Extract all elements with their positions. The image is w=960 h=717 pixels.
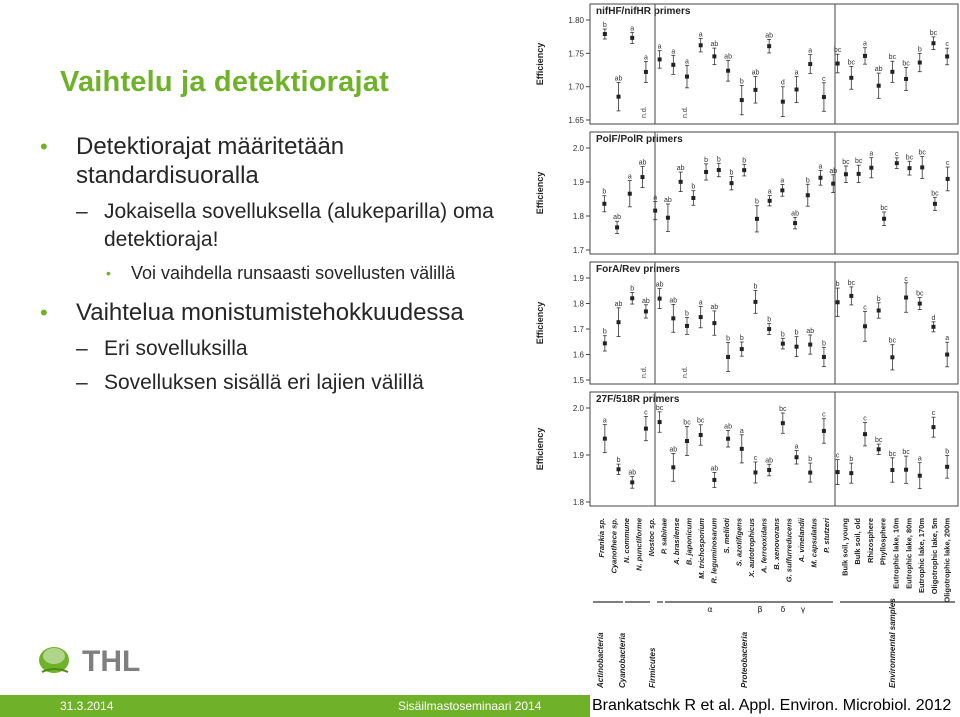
data-point <box>653 209 657 213</box>
efficiency-figure <box>535 0 960 695</box>
subgroup-label: α <box>707 605 713 614</box>
data-point <box>603 32 607 36</box>
significance-letter: bc <box>916 290 924 298</box>
significance-letter: ab <box>676 165 685 173</box>
data-point <box>836 300 840 304</box>
significance-letter: ab <box>614 300 623 308</box>
species-label: N. commune <box>622 518 632 564</box>
significance-letter: bc <box>847 59 856 67</box>
species-label: M. capsulatus <box>809 518 819 568</box>
footer-event: Sisäilmastoseminaari 2014 <box>398 699 542 713</box>
data-point <box>795 87 799 91</box>
data-point <box>877 84 881 88</box>
significance-letter: ab <box>710 41 719 49</box>
footer-date: 31.3.2014 <box>60 699 114 713</box>
significance-letter: c <box>835 452 840 460</box>
data-point <box>808 343 812 347</box>
significance-letter: b <box>602 188 607 196</box>
thl-logo <box>36 638 166 680</box>
bullet-level2: – Jokaisella sovelluksella (alukeparilla) oma detektioraja! <box>40 198 520 254</box>
nd-label: n.d. <box>682 366 689 378</box>
significance-letter: b <box>739 334 744 342</box>
significance-letter: a <box>602 417 607 425</box>
significance-letter: ab <box>664 196 672 204</box>
data-point <box>863 432 867 436</box>
significance-letter: b <box>704 156 709 164</box>
data-point <box>603 437 607 441</box>
significance-letter: bc <box>888 54 897 62</box>
data-point <box>869 166 873 170</box>
data-point <box>857 172 861 176</box>
significance-letter: ab <box>765 457 774 465</box>
significance-letter: b <box>739 78 744 86</box>
sample-label: Bulk soil, old <box>853 518 863 565</box>
significance-letter: b <box>754 198 759 206</box>
sample-label: Eutrophic lake, 170m <box>917 518 927 594</box>
data-point <box>808 471 812 475</box>
data-point <box>931 325 935 329</box>
data-point <box>822 429 826 433</box>
group-label: Firmicutes <box>648 647 657 688</box>
data-point <box>931 425 935 429</box>
data-point <box>890 355 894 359</box>
data-point <box>730 181 734 185</box>
data-point <box>685 439 689 443</box>
sample-label: Eutrophic lake, 10m <box>891 518 901 589</box>
significance-letter: b <box>794 329 799 337</box>
data-point <box>699 315 703 319</box>
significance-letter: ab <box>669 446 678 454</box>
significance-letter: a <box>698 299 703 307</box>
data-point <box>781 342 785 346</box>
tick-label: 1.8 <box>572 212 584 221</box>
significance-letter: a <box>869 150 874 158</box>
species-label: Cyanothece sp. <box>609 518 619 574</box>
significance-letter: bc <box>842 158 850 166</box>
significance-letter: c <box>863 304 867 312</box>
slide-title: Vaihtelu ja detektiorajat <box>60 66 389 98</box>
data-point <box>945 353 949 357</box>
significance-letter: bc <box>902 60 910 68</box>
significance-letter: b <box>716 156 721 164</box>
bullet-level2: – Sovelluksen sisällä eri lajien välillä <box>40 369 520 397</box>
significance-letter: b <box>767 316 772 324</box>
significance-letter: b <box>602 328 607 336</box>
data-point <box>918 61 922 65</box>
significance-letter: ab <box>765 32 774 40</box>
significance-letter: b <box>726 335 731 343</box>
data-point <box>920 165 924 169</box>
significance-letter: bc <box>918 149 926 157</box>
species-label: Frankia sp. <box>597 518 607 558</box>
tick-label: 1.65 <box>568 116 584 125</box>
species-label: P. sabinae <box>659 518 669 555</box>
species-label: R. leguminosarum <box>709 518 719 584</box>
significance-letter: bc <box>929 29 938 37</box>
bullet-level2: – Eri sovelluksilla <box>40 335 520 363</box>
data-point <box>767 44 771 48</box>
species-label: G. sulfurreducens <box>784 518 794 583</box>
significance-letter: b <box>753 283 758 291</box>
data-point <box>685 75 689 79</box>
significance-letter: ab <box>642 297 650 305</box>
sample-label: Oligotrophic lake, 5m <box>929 518 939 595</box>
significance-letter: bc <box>888 450 897 458</box>
tick-label: 2.0 <box>572 144 584 153</box>
significance-letter: a <box>863 40 867 48</box>
data-point <box>742 168 746 172</box>
significance-letter: ab <box>638 159 647 167</box>
panel-title: PolF/PolR primers <box>596 134 683 145</box>
data-point <box>630 296 634 300</box>
data-point <box>712 321 716 325</box>
panel-frame <box>590 262 958 384</box>
tick-label: 1.9 <box>572 274 584 283</box>
data-point <box>712 478 716 482</box>
data-point <box>704 170 708 174</box>
significance-letter: d <box>780 79 785 87</box>
significance-letter: c <box>863 415 867 423</box>
group-label: Cyanobacteria <box>618 632 627 688</box>
axis-ylabel: Efficiency <box>535 42 545 86</box>
data-point <box>904 77 908 81</box>
species-label: P. stutzeri <box>821 518 831 553</box>
significance-letter: bc <box>931 190 939 198</box>
data-point <box>767 327 771 331</box>
sample-label: Oligotrophic lake, 200m <box>942 518 952 603</box>
significance-letter: b <box>780 331 785 339</box>
significance-letter: ab <box>655 281 664 289</box>
significance-letter: c <box>822 411 826 419</box>
significance-letter: bc <box>874 437 883 445</box>
species-label: S. meliloti <box>721 518 731 554</box>
significance-letter: b <box>945 448 950 456</box>
significance-letter: b <box>808 456 813 464</box>
nd-label: n.d. <box>640 366 648 378</box>
data-point <box>699 433 703 437</box>
data-point <box>644 309 648 313</box>
significance-letter: bc <box>880 205 888 213</box>
panel-title: ForA/Rev primers <box>596 264 680 275</box>
data-point <box>890 468 894 472</box>
tick-label: 1.5 <box>572 376 584 385</box>
data-point <box>753 88 757 92</box>
data-point <box>671 465 675 469</box>
data-point <box>617 320 621 324</box>
significance-letter: bc <box>655 404 664 412</box>
data-point <box>726 69 730 73</box>
species-label: B. japonicum <box>684 518 694 566</box>
data-point <box>658 57 662 61</box>
data-point <box>781 100 785 104</box>
tick-label: 1.7 <box>572 246 584 255</box>
significance-letter: a <box>685 58 689 66</box>
significance-letter: a <box>794 443 799 451</box>
species-label: A. vinelandii <box>796 518 806 563</box>
significance-letter: b <box>835 281 840 289</box>
significance-letter: b <box>849 456 854 464</box>
bullet-level1: • Vaihtelua monistumistehokkuudessa <box>40 298 520 327</box>
data-point <box>717 168 721 172</box>
tick-label: 1.7 <box>572 325 584 334</box>
significance-letter: a <box>808 47 813 55</box>
data-point <box>644 70 648 74</box>
species-label: A. ferrooxidans <box>759 518 769 574</box>
data-point <box>740 447 744 451</box>
data-point <box>630 36 634 40</box>
footer-bar <box>0 695 960 717</box>
bullet-level1: • Detektiorajat määritetään standardisuoralla <box>40 132 520 190</box>
significance-letter: a <box>739 427 744 435</box>
species-label: M. trichosporium <box>697 518 707 579</box>
data-point <box>836 62 840 66</box>
data-point <box>630 480 634 484</box>
nd-label: n.d. <box>640 106 648 118</box>
significance-letter: b <box>729 169 734 177</box>
data-point <box>671 316 675 320</box>
data-point <box>617 95 621 99</box>
data-point <box>753 470 757 474</box>
group-label: Proteobacteria <box>740 631 749 688</box>
significance-letter: bc <box>833 47 842 55</box>
significance-letter: a <box>767 188 772 196</box>
data-point <box>740 347 744 351</box>
data-point <box>863 324 867 328</box>
subgroup-label: γ <box>800 605 806 614</box>
data-point <box>849 294 853 298</box>
data-point <box>945 465 949 469</box>
significance-letter: a <box>945 335 950 343</box>
significance-letter: b <box>821 340 826 348</box>
significance-letter: b <box>805 177 810 185</box>
species-label: N. punctiforme <box>634 518 644 571</box>
significance-letter: bc <box>902 449 910 457</box>
data-point <box>844 172 848 176</box>
significance-letter: bc <box>683 419 691 427</box>
significance-letter: ab <box>613 214 621 222</box>
tick-label: 1.8 <box>572 299 584 309</box>
data-point <box>793 221 797 225</box>
significance-letter: ab <box>710 303 719 311</box>
subgroup-label: δ <box>780 605 786 614</box>
significance-letter: c <box>945 159 950 167</box>
data-point <box>831 182 835 186</box>
significance-letter: a <box>780 177 785 185</box>
significance-letter: ab <box>628 469 637 477</box>
figure-panels <box>535 4 958 507</box>
data-point <box>666 216 670 220</box>
tick-label: 1.9 <box>572 451 584 460</box>
significance-letter: ab <box>724 53 732 61</box>
significance-letter: b <box>917 46 922 54</box>
subgroup-label: β <box>757 605 763 614</box>
significance-letter: ab <box>829 167 838 175</box>
data-point <box>882 217 886 221</box>
tick-label: 2.0 <box>572 404 584 413</box>
sample-label: Rhizosphere <box>865 518 875 564</box>
significance-letter: a <box>794 69 799 77</box>
data-point <box>946 177 950 181</box>
logo-text: THL <box>82 645 141 678</box>
data-point <box>806 193 810 197</box>
tick-label: 1.6 <box>572 350 584 360</box>
significance-letter: bc <box>779 405 787 413</box>
logo-highlight-icon <box>43 648 65 664</box>
panel-frame <box>590 132 958 254</box>
data-point <box>740 98 744 102</box>
data-point <box>726 355 730 359</box>
data-point <box>691 196 695 200</box>
significance-letter: a <box>643 54 648 62</box>
data-point <box>795 455 799 459</box>
data-point <box>780 188 784 192</box>
data-point <box>918 474 922 478</box>
data-point <box>945 54 949 58</box>
data-point <box>726 437 730 441</box>
data-point <box>679 180 683 184</box>
significance-letter: a <box>627 173 632 181</box>
significance-letter: ab <box>669 297 678 305</box>
significance-letter: d <box>931 314 936 322</box>
data-point <box>877 308 881 312</box>
significance-letter: c <box>904 275 908 283</box>
significance-letter: c <box>753 454 758 462</box>
data-point <box>795 345 799 349</box>
data-point <box>933 202 937 206</box>
significance-letter: b <box>616 457 621 465</box>
data-point <box>849 471 853 475</box>
significance-letter: bc <box>888 337 897 345</box>
data-point <box>615 225 619 229</box>
significance-letter: a <box>653 194 658 202</box>
data-point <box>671 63 675 67</box>
significance-letter: c <box>644 409 648 417</box>
significance-letter: b <box>691 183 696 191</box>
data-point <box>644 427 648 431</box>
axis-ylabel: Efficiency <box>535 301 545 345</box>
significance-letter: b <box>876 295 881 303</box>
data-point <box>908 166 912 170</box>
species-label: Nostoc sp. <box>647 518 657 557</box>
data-point <box>699 43 703 47</box>
significance-letter: bc <box>847 279 856 287</box>
significance-letter: a <box>671 48 676 56</box>
data-point <box>628 192 632 196</box>
significance-letter: a <box>698 31 703 39</box>
tick-label: 1.9 <box>572 178 584 187</box>
species-label: A. brasilense <box>672 518 682 565</box>
significance-letter: a <box>917 455 922 463</box>
significance-letter: a <box>657 43 662 51</box>
data-point <box>658 297 662 301</box>
data-point <box>849 76 853 80</box>
data-point <box>819 176 823 180</box>
figure-axis-labels <box>593 517 955 689</box>
nd-label: n.d. <box>682 106 689 118</box>
tick-label: 1.8 <box>572 498 584 507</box>
data-point <box>641 175 645 179</box>
significance-letter: ab <box>710 465 719 473</box>
data-point <box>617 467 621 471</box>
axis-ylabel: Efficiency <box>535 171 545 215</box>
significance-letter: c <box>895 150 899 158</box>
significance-letter: b <box>602 22 607 29</box>
axis-ylabel: Efficiency <box>535 427 545 471</box>
species-label: S. azotifigens <box>734 518 744 567</box>
significance-letter: bc <box>696 417 705 425</box>
data-point <box>904 468 908 472</box>
tick-label: 1.75 <box>568 49 584 59</box>
panel-title: nifHF/nifHR primers <box>596 6 691 17</box>
bullet-list <box>40 132 520 403</box>
data-point <box>753 300 757 304</box>
significance-letter: a <box>818 163 823 171</box>
data-point <box>768 199 772 203</box>
data-point <box>712 54 716 58</box>
data-point <box>918 302 922 306</box>
significance-letter: b <box>630 285 635 293</box>
data-point <box>822 355 826 359</box>
data-point <box>603 341 607 345</box>
significance-letter: bc <box>905 154 914 162</box>
significance-letter: b <box>685 310 689 318</box>
significance-letter: ab <box>614 75 623 83</box>
bullet-level3: • Voi vaihdella runsaasti sovellusten välillä <box>40 260 520 286</box>
footer-citation: Brankatschk R et al. Appl. Environ. Microbiol. 2012 <box>590 695 960 717</box>
significance-letter: c <box>931 410 936 418</box>
significance-letter: a <box>630 25 635 33</box>
species-label: X. autotrophicus <box>746 518 756 578</box>
panel-title: 27F/518R primers <box>596 394 680 405</box>
data-point <box>658 420 662 424</box>
sample-label: Bulk soil, young <box>840 518 850 576</box>
data-point <box>822 95 826 99</box>
data-point <box>904 296 908 300</box>
significance-letter: ab <box>874 66 883 74</box>
sample-label: Phyllosphere <box>878 518 888 566</box>
significance-letter: ab <box>806 328 815 336</box>
significance-letter: c <box>945 41 949 49</box>
data-point <box>890 70 894 74</box>
group-label: Actinobacteria <box>596 632 605 688</box>
data-point <box>895 161 899 165</box>
significance-letter: ab <box>724 423 732 431</box>
data-point <box>863 54 867 58</box>
significance-letter: ab <box>791 210 799 218</box>
tick-label: 1.80 <box>568 16 584 25</box>
data-point <box>781 421 785 425</box>
sample-label: Eutrophic lake, 80m <box>904 518 914 589</box>
tick-label: 1.70 <box>568 82 584 92</box>
data-point <box>755 217 759 221</box>
data-point <box>808 62 812 66</box>
data-point <box>836 470 840 474</box>
significance-letter: bc <box>854 158 863 166</box>
data-point <box>877 447 881 451</box>
data-point <box>931 41 935 45</box>
data-point <box>767 468 771 472</box>
significance-letter: c <box>822 75 826 83</box>
data-point <box>685 324 689 328</box>
significance-letter: b <box>742 157 747 165</box>
significance-letter: ab <box>751 69 760 77</box>
group-label: Environmental samples <box>888 598 897 688</box>
data-point <box>602 202 606 206</box>
species-label: B. xenovorans <box>771 518 781 570</box>
